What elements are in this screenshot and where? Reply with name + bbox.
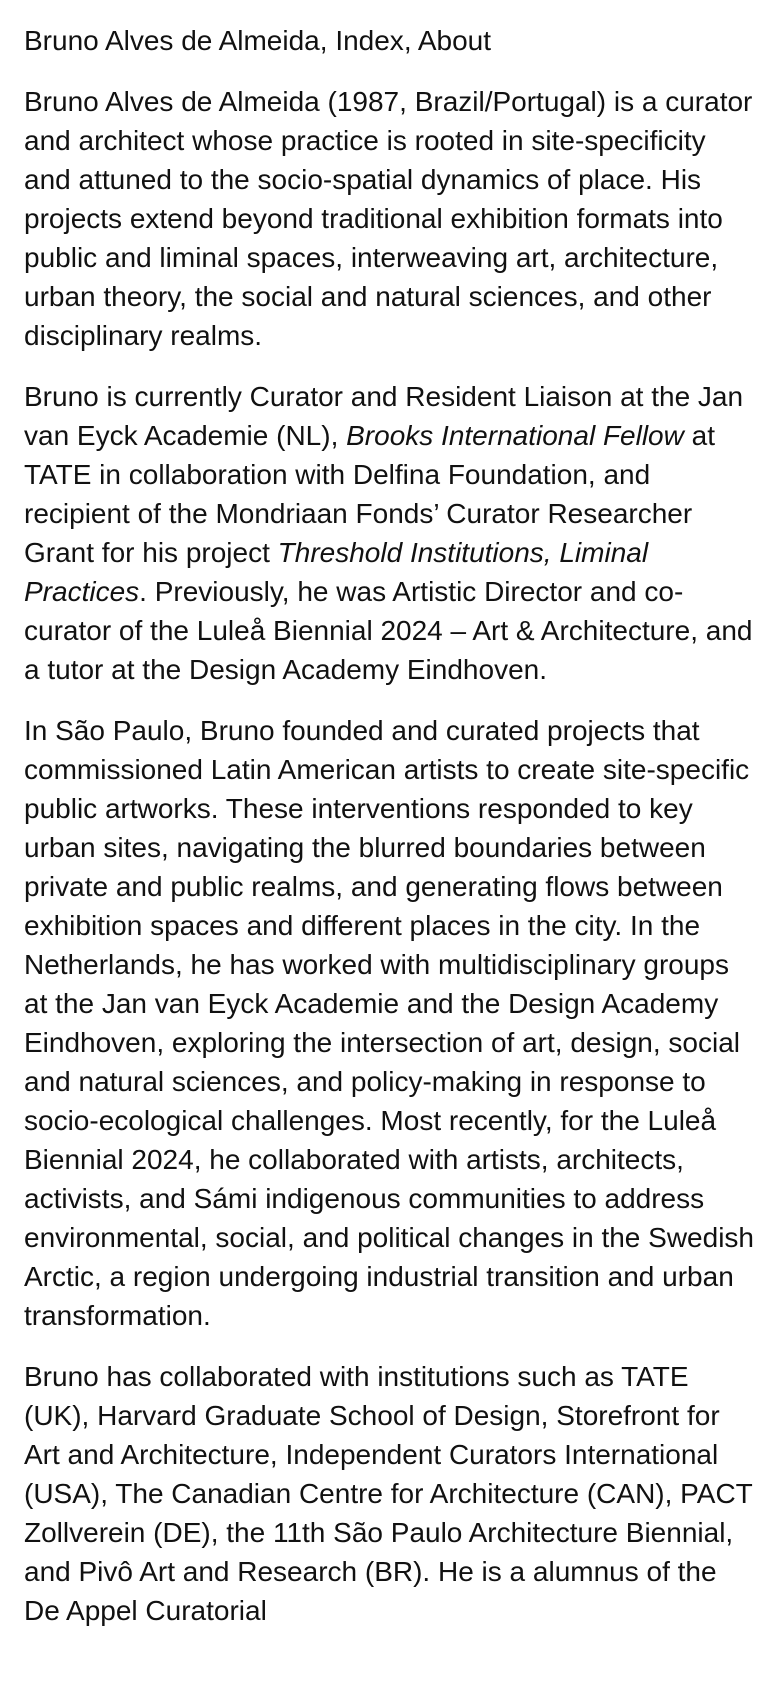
bio-paragraph-intro: Bruno Alves de Almeida (1987, Brazil/Portugal) is a curator and architect whose practice is rooted in site-specificity and attuned to the socio-spatial dynamics of place. His projects extend beyond traditional exhibition formats into public and liminal spaces, interweaving art, architecture, urban theory, the social and natural sciences, and other disciplinary realms. — [24, 86, 753, 351]
bio-paragraph-collaborations: Bruno has collaborated with institutions such as TATE (UK), Harvard Graduate School of Design, Storefront for Art and Architecture, Independent Curators International (USA), The Canadian Centre for Architecture (CAN), PACT Zollverein (DE), the 11th São Paulo Architecture Biennial, and Pivô Art and Research (BR). He is a alumnus of the De Appel Curatorial — [24, 1361, 753, 1626]
project-title: Threshold Institutions, Liminal Practices — [24, 537, 649, 607]
nav-link-about[interactable]: About — [417, 25, 491, 56]
bio-paragraph-projects: In São Paulo, Bruno founded and curated projects that commissioned Latin American artists to create site-specific public artworks. These interventions responded to key urban sites, navigating the blurred boundaries between private and public realms, and generating flows between exhibition spaces and different places in the city. In the Netherlands, he has worked with multidisciplinary groups at the Jan van Eyck Academie and the Design Academy Eindhoven, exploring the intersection of art, design, social and natural sciences, and policy-making in response to socio-ecological challenges. Most recently, for the Luleå Biennial 2024, he collaborated with artists, architects, activists, and Sámi indigenous communities to address environmental, social, and political changes in the Swedish Arctic, a region undergoing industrial transition and urban transformation. — [24, 715, 754, 1331]
nav-link-home-name[interactable]: Bruno Alves de Almeida — [24, 25, 320, 56]
bio-text-segment: Bruno is currently Curator and Resident Liaison at the Jan van Eyck Academie (NL), — [24, 381, 744, 451]
bio-paragraph-current-roles — [24, 377, 756, 689]
bio-text-segment: . Previously, he was Artistic Director and co-curator of the Luleå Biennial 2024 – Art & Architecture, and a tutor at the Design Academy Eindhoven. — [24, 576, 753, 685]
top-nav — [24, 20, 756, 62]
nav-link-index[interactable]: Index — [335, 25, 404, 56]
nav-separator: , — [403, 25, 418, 56]
fellowship-title: Brooks International Fellow — [346, 420, 684, 451]
bio-text-segment: at TATE in collaboration with Delfina Foundation, and recipient of the Mondriaan Fonds’ Curator Researcher Grant for his project — [24, 420, 715, 568]
nav-separator: , — [319, 25, 336, 56]
